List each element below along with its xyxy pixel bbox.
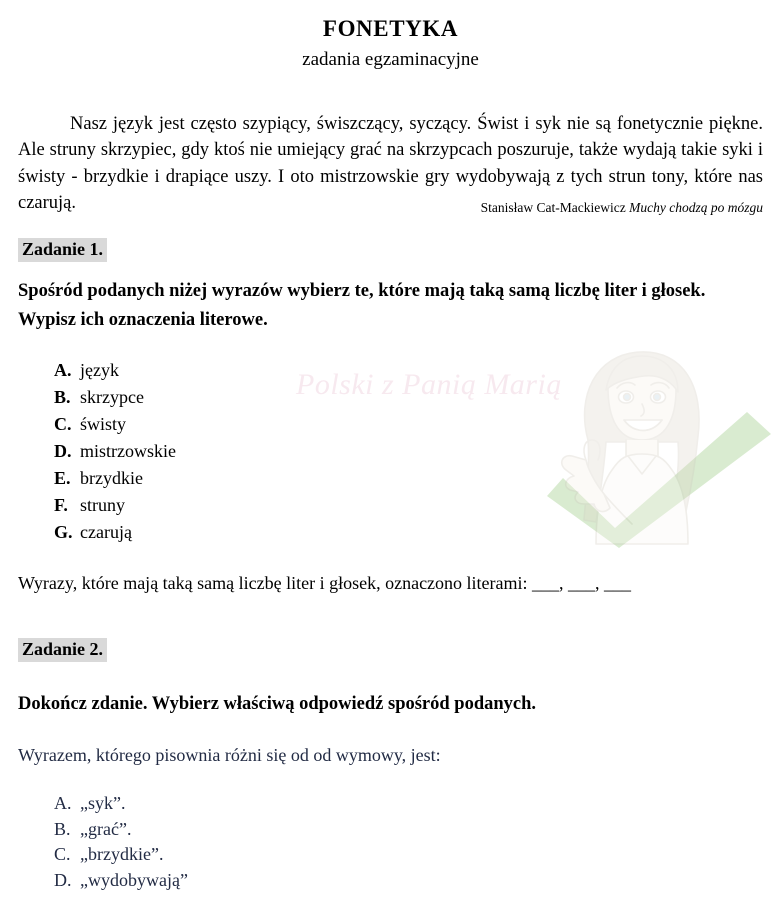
option-text: język	[80, 360, 119, 380]
task-1-answer-line[interactable]: Wyrazy, które mają taką samą liczbę liter i głosek, oznaczono literami: ___, ___, ___	[18, 573, 632, 593]
option-text: struny	[80, 495, 125, 515]
list-item[interactable]	[54, 817, 188, 843]
list-item[interactable]	[54, 842, 188, 868]
teacher-avatar-thumbs-up-icon	[552, 344, 732, 574]
option-letter: B.	[54, 387, 71, 407]
option-text: „grać”.	[80, 818, 132, 839]
option-text: „brzydkie”.	[80, 844, 164, 864]
attribution-author: Stanisław Cat-Mackiewicz	[480, 200, 626, 215]
option-letter: E.	[54, 468, 71, 488]
page-title: FONETYKA	[322, 16, 459, 41]
option-text: brzydkie	[80, 468, 143, 488]
task-1-instruction: Spośród podanych niżej wyrazów wybierz te, które mają taką samą liczbę liter i głosek. Wypisz ich oznaczenia literowe.	[18, 281, 706, 330]
list-item[interactable]	[54, 357, 176, 384]
task-2-instruction: Dokończ zdanie. Wybierz właściwą odpowiedź spośród podanych.	[18, 694, 537, 714]
task-2-label: Zadanie 2.	[18, 638, 107, 662]
green-checkmark-icon	[543, 408, 775, 550]
task-1-label: Zadanie 1.	[18, 238, 107, 262]
list-item[interactable]	[54, 465, 176, 492]
list-item[interactable]	[54, 384, 176, 411]
task-2-option-list	[54, 791, 188, 893]
task-1-option-list	[54, 357, 176, 546]
list-item[interactable]	[54, 868, 188, 894]
attribution-work-title: Muchy chodzą po mózgu	[629, 200, 763, 215]
option-letter: C.	[54, 844, 71, 864]
list-item[interactable]	[54, 492, 176, 519]
option-letter: C.	[54, 414, 72, 434]
option-text: „wydobywają”	[80, 869, 188, 890]
option-text: skrzypce	[80, 387, 144, 407]
watermark-text: Polski z Panią Marią	[296, 368, 562, 401]
option-letter: B.	[54, 818, 71, 839]
passage-attribution	[18, 199, 763, 217]
list-item[interactable]	[54, 519, 176, 546]
option-letter: A.	[54, 793, 72, 813]
list-item[interactable]	[54, 791, 188, 817]
option-text: świsty	[80, 414, 127, 434]
option-letter: D.	[54, 869, 72, 890]
list-item[interactable]	[54, 438, 176, 465]
option-letter: G.	[54, 522, 73, 542]
option-text: mistrzowskie	[80, 441, 176, 461]
page-subtitle: zadania egzaminacyjne	[302, 49, 479, 70]
option-text: „syk”.	[80, 793, 126, 813]
task-2-lead-in: Wyrazem, którego pisownia różni się od od wymowy, jest:	[18, 745, 441, 765]
option-letter: D.	[54, 441, 72, 461]
option-letter: A.	[54, 360, 72, 380]
list-item[interactable]	[54, 411, 176, 438]
reading-passage: Nasz język jest często szypiący, świszczący, syczący. Świst i syk nie są fonetycznie piękne. Ale struny skrzypiec, gdy ktoś nie umiejący grać na skrzypcach poszuruje, także wydają takie syki i świsty - brzydkie i drapiące uszy. I oto mistrzowskie gry wydobywają z tych strun tony, które nas czarują.	[18, 113, 763, 213]
option-text: czarują	[80, 522, 132, 542]
option-letter: F.	[54, 495, 68, 515]
